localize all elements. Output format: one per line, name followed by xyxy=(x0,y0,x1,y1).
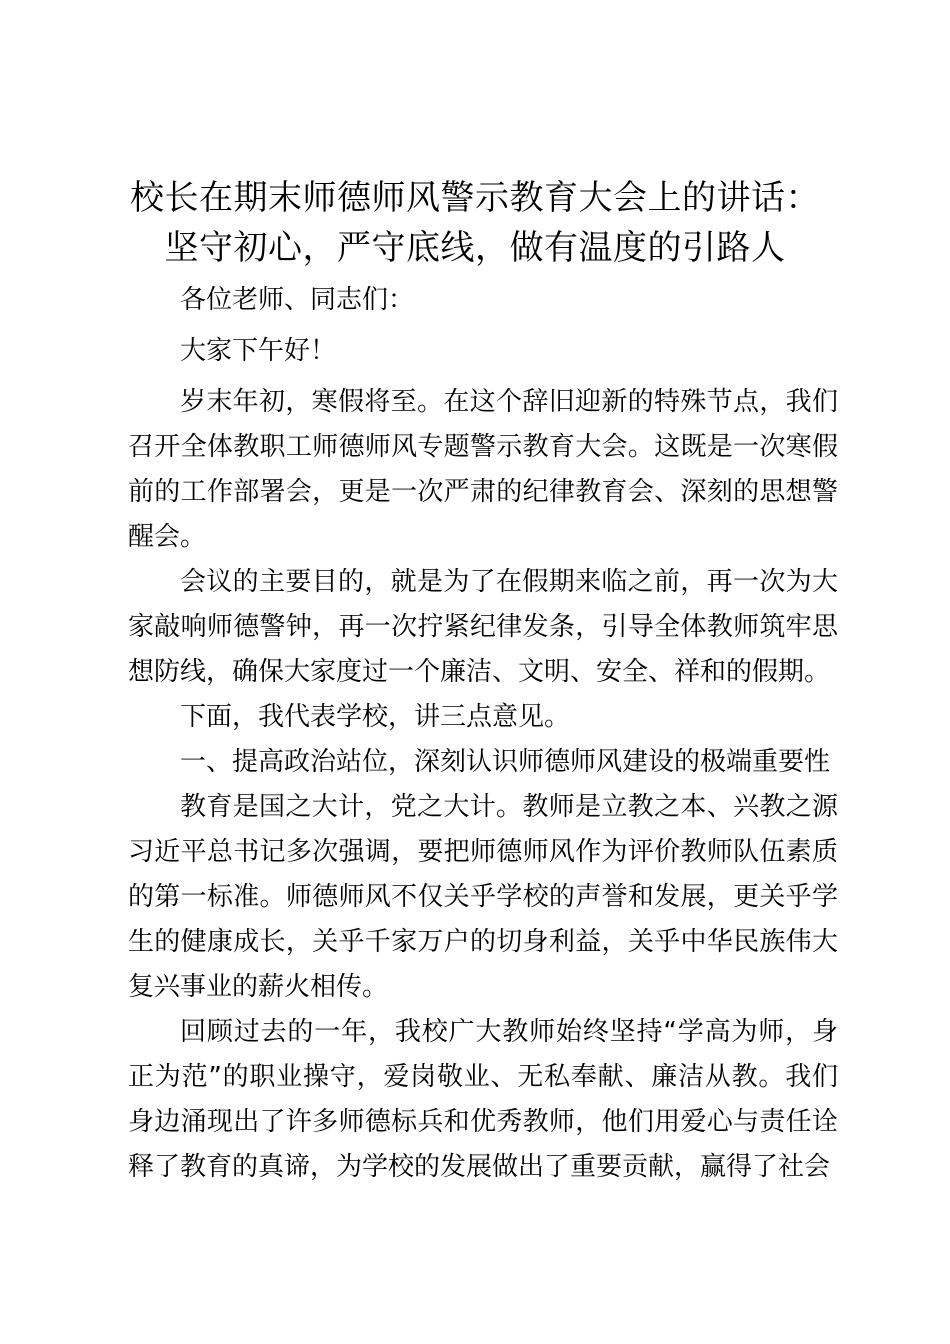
paragraph: 回顾过去的一年，我校广大教师始终坚持“学高为师，身正为范”的职业操守，爱岗敬业、无私奉献、廉洁从教。我们身边涌现出了许多师德标兵和优秀教师，他们用爱心与责任诠释了教育的真谛，为学校的发展做出了重要贡献，赢得了社会 xyxy=(128,1017,838,1182)
paragraph: 会议的主要目的，就是为了在假期来临之前，再一次为大家敲响师德警钟，再一次拧紧纪律发条，引导全体教师筑牢思想防线，确保大家度过一个廉洁、文明、安全、祥和的假期。 xyxy=(128,567,838,687)
section-heading: 一、提高政治站位，深刻认识师德师风建设的极端重要性 xyxy=(180,747,831,777)
greeting: 大家下午好！ xyxy=(180,336,337,366)
document-body xyxy=(128,278,838,1190)
paragraph: 下面，我代表学校，讲三点意见。 xyxy=(180,702,571,732)
salutation: 各位老师、同志们： xyxy=(180,285,415,315)
document-title-line-1: 校长在期末师德师风警示教育大会上的讲话： xyxy=(130,178,820,218)
document-title-line-2: 坚守初心，严守底线，做有温度的引路人 xyxy=(164,228,786,268)
paragraph: 教育是国之大计，党之大计。教师是立教之本、兴教之源习近平总书记多次强调，要把师德师风作为评价教师队伍素质的第一标准。师德师风不仅关乎学校的声誉和发展，更关乎学生的健康成长，关乎千家万户的切身利益，关乎中华民族伟大复兴事业的薪火相传。 xyxy=(128,792,838,1002)
paragraph: 岁末年初，寒假将至。在这个辞旧迎新的特殊节点，我们召开全体教职工师德师风专题警示教育大会。这既是一次寒假前的工作部署会，更是一次严肃的纪律教育会、深刻的思想警醒会。 xyxy=(128,387,838,552)
